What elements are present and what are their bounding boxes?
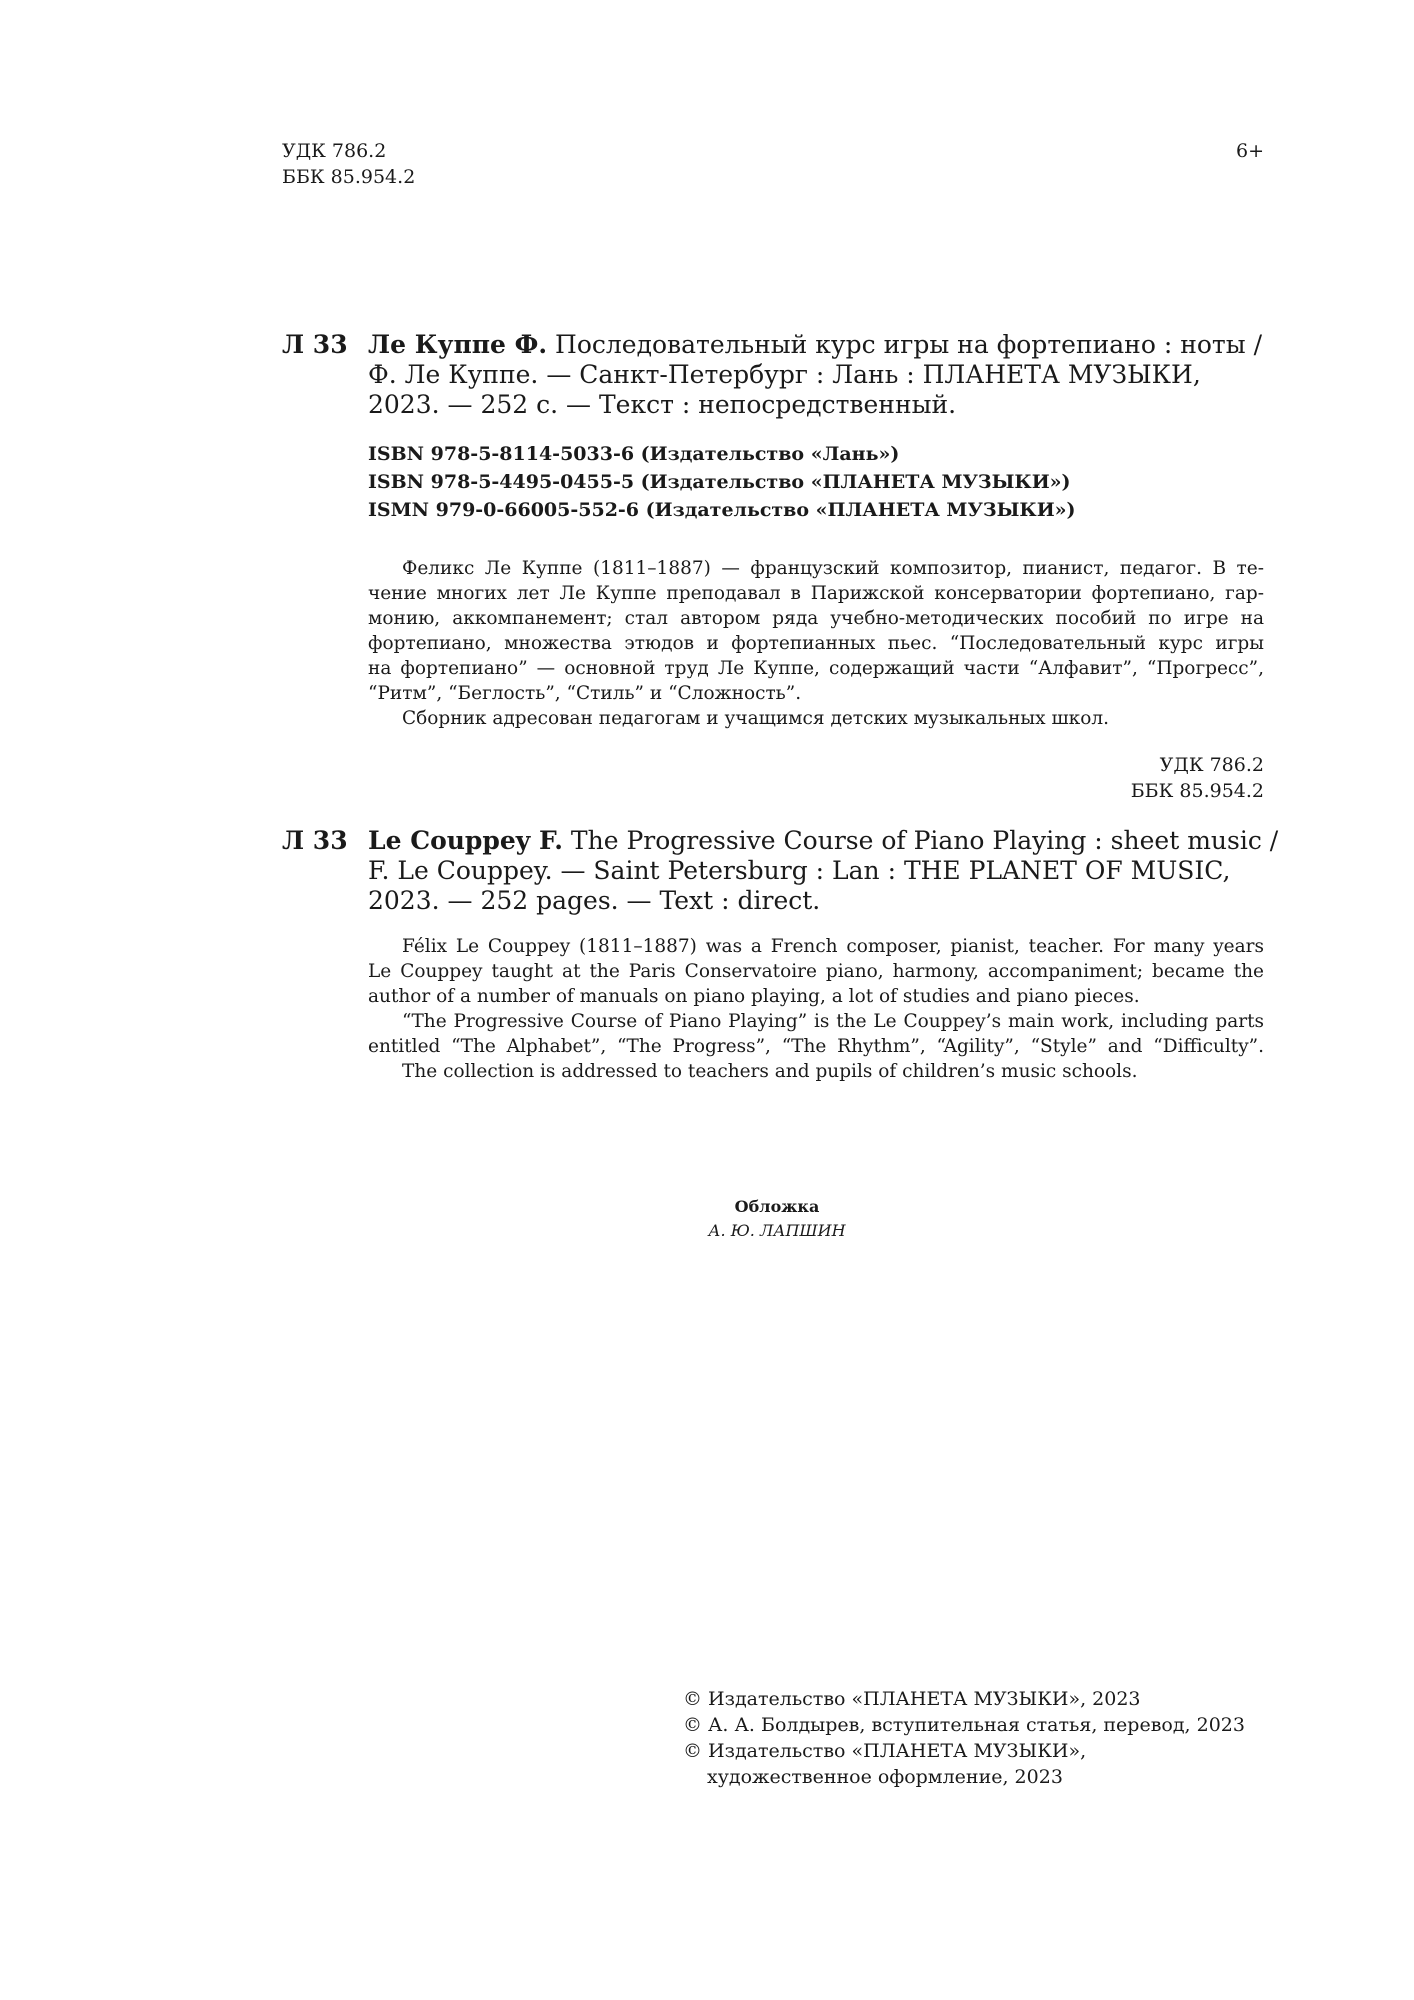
header-classification: [282, 138, 415, 190]
entry-ru-line1: [368, 330, 1262, 360]
entry-code-ru: Л 33: [282, 330, 348, 359]
annotation-ru-line: “Ритм”, “Беглость”, “Стиль” и “Сложность”.: [368, 683, 802, 704]
entry-code-en: Л 33: [282, 826, 348, 855]
annotation-ru-line: Сборник адресован педагогам и учащимся детских музыкальных школ.: [402, 708, 1110, 729]
entry-en-line3: 2023. — 252 pages. — Text : direct.: [368, 886, 821, 915]
isbn-lan: ISBN 978-5-8114-5033-6 (Издательство «Лань»): [368, 443, 900, 465]
isbn-planet: ISBN 978-5-4495-0455-5 (Издательство «ПЛАНЕТА МУЗЫКИ»): [368, 471, 1071, 493]
age-rating: 6+: [1235, 140, 1264, 162]
entry-en-line1: [368, 826, 1278, 856]
entry-en-line2: F. Le Couppey. — Saint Petersburg : Lan : THE PLANET OF MUSIC,: [368, 856, 1231, 885]
entry-ru-author: Ле Куппе Ф.: [368, 330, 548, 359]
entry-en-title: The Progressive Course of Piano Playing : sheet music /: [562, 826, 1279, 855]
annotation-en-line: Félix Le Couppey (1811–1887) was a French composer, pianist, teacher. For many years: [402, 936, 1264, 957]
ismn-planet: ISMN 979-0-66005-552-6 (Издательство «ПЛАНЕТА МУЗЫКИ»): [368, 499, 1076, 521]
annotation-ru-line: чение многих лет Ле Куппе преподавал в Парижской консерватории фортепиано, гар-: [368, 583, 1264, 604]
entry-ru: [368, 330, 1262, 420]
annotation-en-line: “The Progressive Course of Piano Playing” is the Le Couppey’s main work, including parts: [402, 1011, 1264, 1032]
annotation-en-line: author of a number of manuals on piano playing, a lot of studies and piano pieces.: [368, 986, 1140, 1007]
copyright-line: © Издательство «ПЛАНЕТА МУЗЫКИ»,: [683, 1740, 1087, 1762]
annotation-en-line: entitled “The Alphabet”, “The Progress”, “The Rhythm”, “Agility”, “Style” and “Difficulty”.: [368, 1036, 1264, 1057]
entry-en-author: Le Couppey F.: [368, 826, 563, 855]
cover-credit: [607, 1195, 947, 1243]
copyright-line: © Издательство «ПЛАНЕТА МУЗЫКИ», 2023: [683, 1688, 1141, 1710]
entry-ru-line2: Ф. Ле Куппе. — Санкт-Петербург : Лань : ПЛАНЕТА МУЗЫКИ,: [368, 360, 1201, 389]
annotation-en-line: The collection is addressed to teachers and pupils of children’s music schools.: [402, 1061, 1138, 1082]
cover-title: Обложка: [734, 1197, 820, 1216]
identifiers-block: [368, 440, 1076, 524]
copyright-block: [683, 1686, 1245, 1790]
annotation-ru: [368, 556, 1264, 731]
cover-artist: А. Ю. ЛАПШИН: [708, 1221, 846, 1240]
copyright-line: © А. А. Болдырев, вступительная статья, перевод, 2023: [683, 1714, 1245, 1736]
header-bbk: ББК 85.954.2: [282, 166, 416, 188]
header-udk: УДК 786.2: [282, 140, 387, 162]
copyright-line: художественное оформление, 2023: [707, 1766, 1063, 1788]
annotation-en: [368, 934, 1264, 1084]
udk-right: УДК 786.2: [1159, 754, 1264, 776]
bbk-right: ББК 85.954.2: [1130, 780, 1264, 802]
entry-en: [368, 826, 1278, 916]
annotation-ru-line: монию, аккомпанемент; стал автором ряда учебно-методических пособий по игре на: [368, 608, 1264, 629]
annotation-en-line: Le Couppey taught at the Paris Conservatoire piano, harmony, accompaniment; became the: [368, 961, 1264, 982]
classification-right: [1131, 752, 1264, 804]
annotation-ru-line: фортепиано, множества этюдов и фортепианных пьес. “Последовательный курс игры: [368, 633, 1264, 654]
annotation-ru-line: Феликс Ле Куппе (1811–1887) — французский композитор, пианист, педагог. В те-: [402, 558, 1264, 579]
entry-ru-line3: 2023. — 252 с. — Текст : непосредственный.: [368, 390, 957, 419]
annotation-ru-line: на фортепиано” — основной труд Ле Куппе, содержащий части “Алфавит”, “Прогресс”,: [368, 658, 1264, 679]
entry-ru-title: Последовательный курс игры на фортепиано : ноты /: [547, 330, 1263, 359]
